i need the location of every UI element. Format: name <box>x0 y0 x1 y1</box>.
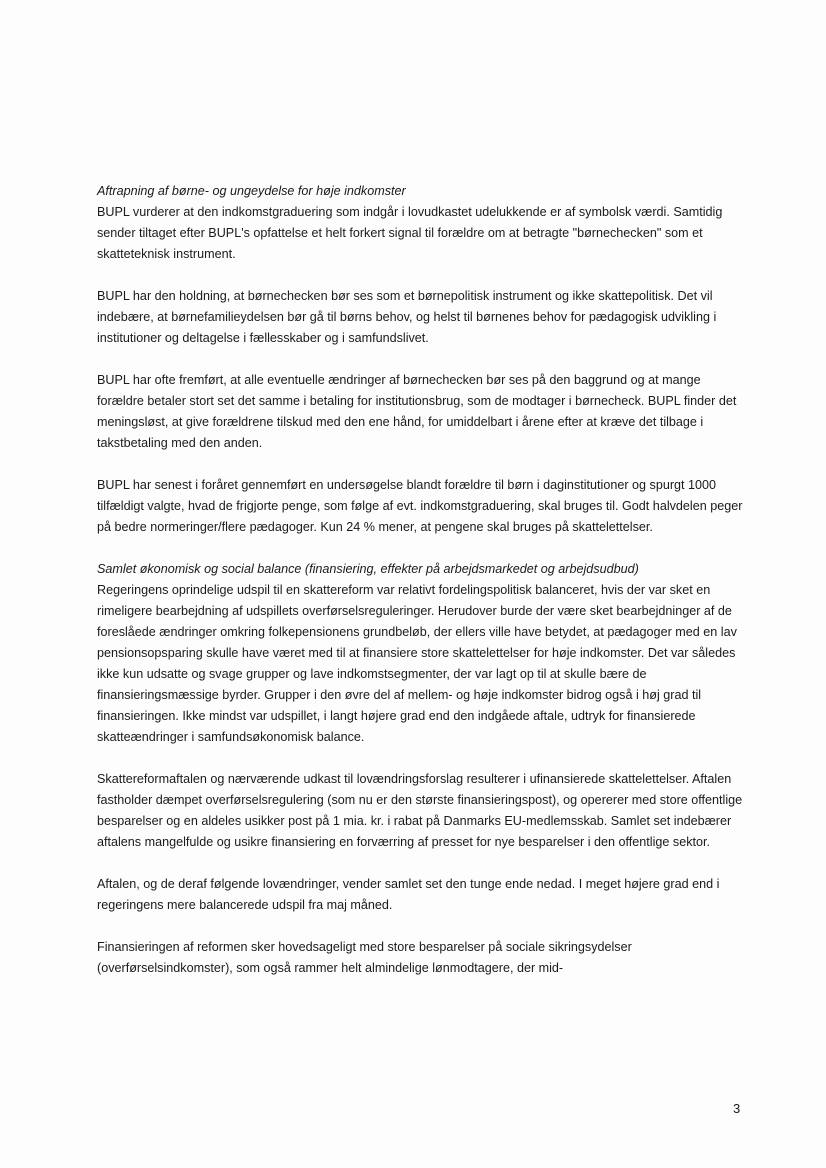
paragraph: Aftalen, og de deraf følgende lovændringer, vender samlet set den tunge ende nedad. I meget højere grad end i regeringens mere balancerede udspil fra maj måned. <box>97 877 720 912</box>
paragraph: BUPL har den holdning, at børnechecken bør ses som et børnepolitisk instrument og ikke skattepolitisk. Det vil indebære, at børnefamilieydelsen bør gå til børns behov, og helst til børnenes behov for pædagogisk udvikling i institutioner og deltagelse i fællesskaber og i samfundslivet. <box>97 289 717 345</box>
paragraph: Finansieringen af reformen sker hovedsageligt med store besparelser på sociale sikringsydelser (overførselsindkomster), som også rammer helt almindelige lønmodtagere, der mid- <box>97 940 632 975</box>
document-body <box>97 181 743 1000</box>
paragraph: Skattereformaftalen og nærværende udkast til lovændringsforslag resulterer i ufinansierede skattelettelser. Aftalen fastholder dæmpet overførselsregulering (som nu er den største finansieringspost), og opererer med store offentlige besparelser og en aldeles usikker post på 1 mia. kr. i rabat på Danmarks EU-medlemsskab. Samlet set indebærer aftalens mangelfulde og usikre finansiering en forværring af presset for nye besparelser i den offentlige sektor. <box>97 772 743 849</box>
section-heading-economic-balance: Samlet økonomisk og social balance (finansiering, effekter på arbejdsmarkedet og arbejdsudbud) <box>97 562 639 576</box>
paragraph: BUPL har senest i foråret gennemført en undersøgelse blandt forældre til børn i daginstitutioner og spurgt 1000 tilfældigt valgte, hvad de frigjorte penge, som følge af evt. indkomstgraduering, skal bruges til. Godt halvdelen peger på bedre normeringer/flere pædagoger. Kun 24 % mener, at pengene skal bruges på skattelettelser. <box>97 478 743 534</box>
paragraph: BUPL har ofte fremført, at alle eventuelle ændringer af børnechecken bør ses på den baggrund og at mange forældre betaler stort set det samme i betaling for institutionsbrug, som de modtager i børnecheck. BUPL finder det meningsløst, at give forældrene tilskud med den ene hånd, for umiddelbart i årene efter at kræve det tilbage i takstbetaling med den anden. <box>97 373 737 450</box>
paragraph: Regeringens oprindelige udspil til en skattereform var relativt fordelingspolitisk balanceret, hvis der var sket en rimeligere bearbejdning af udspillets overførselsreguleringer. Herudover burde der være sket bearbejdninger af de foreslåede ændringer omkring folkepensionens grundbeløb, der ellers ville have betydet, at pædagoger med en lav pensionsopsparing skulle have været med til at finansiere store skattelettelser for høje indkomster. Det var således ikke kun udsatte og svage grupper og lave indkomstsegmenter, der var lagt op til at skulle bære de finansieringsmæssige byrder. Grupper i den øvre del af mellem- og høje indkomster bidrog også i høj grad til finansieringen. Ikke mindst var udspillet, i langt højere grad end den indgåede aftale, udtryk for finansierede skatteændringer i samfundsøkonomisk balance. <box>97 583 737 744</box>
page-number: 3 <box>733 1101 741 1116</box>
section-heading-child-benefit: Aftrapning af børne- og ungeydelse for høje indkomster <box>97 184 406 198</box>
paragraph: BUPL vurderer at den indkomstgraduering som indgår i lovudkastet udelukkende er af symbolsk værdi. Samtidig sender tiltaget efter BUPL's opfattelse et helt forkert signal til forældre om at betragte "børnechecken" som et skatteteknisk instrument. <box>97 205 723 261</box>
